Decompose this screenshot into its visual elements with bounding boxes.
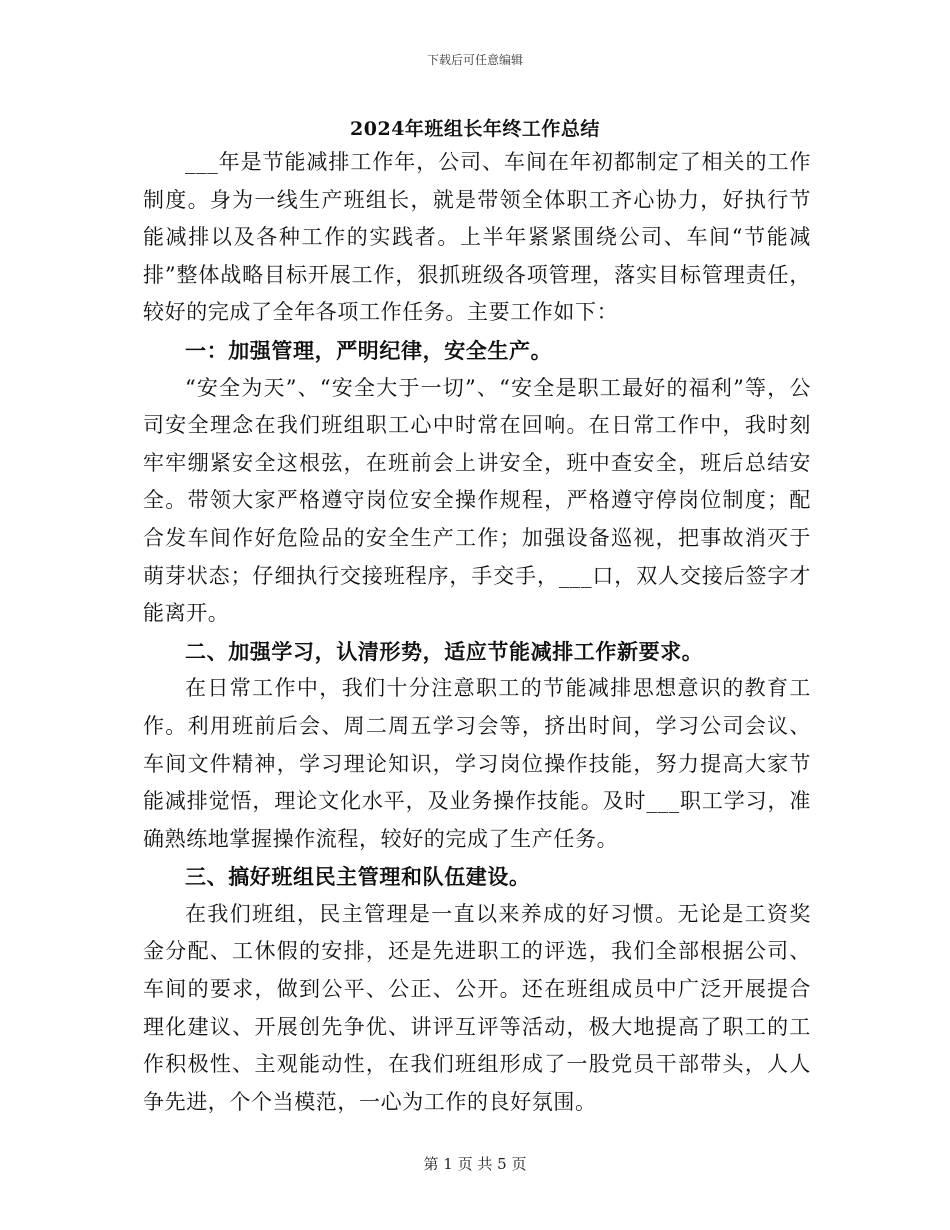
section-3-paragraph: 在我们班组，民主管理是一直以来养成的好习惯。无论是工资奖金分配、工休假的安排，还是先进职工的评选，我们全部根据公司、车间的要求，做到公平、公正、公开。还在班组成员中广泛开展提合理化建议、开展创先争优、讲评互评等活动，极大地提高了职工的工作积极性、主观能动性，在我们班组形成了一股党员干部带头，人人争先进，个个当模范，一心为工作的良好氛围。 bbox=[143, 901, 811, 1114]
page-number: 第 1 页 共 5 页 bbox=[423, 1155, 527, 1173]
intro-paragraph: ___年是节能减排工作年，公司、车间在年初都制定了相关的工作制度。身为一线生产班组长，就是带领全体职工齐心协力，好执行节能减排以及各种工作的实践者。上半年紧紧围绕公司、车间“节能减排”整体战略目标开展工作，狠抓班级各项管理，落实目标管理责任，较好的完成了全年各项工作任务。主要工作如下： bbox=[143, 150, 811, 325]
document-body bbox=[143, 144, 811, 1121]
section-1-paragraph: “安全为天”、“安全大于一切”、“安全是职工最好的福利”等，公司安全理念在我们班组职工心中时常在回响。在日常工作中，我时刻牢牢绷紧安全这根弦，在班前会上讲安全，班中查安全，班后总结安全。带领大家严格遵守岗位安全操作规程，严格遵守停岗位制度；配合发车间作好危险品的安全生产工作；加强设备巡视，把事故消灭于萌芽状态；仔细执行交接班程序，手交手，___口，双人交接后签字才能离开。 bbox=[143, 375, 811, 626]
document-title: 2024年班组长年终工作总结 bbox=[350, 118, 600, 140]
section-heading-3: 三、搞好班组民主管理和队伍建设。 bbox=[185, 864, 531, 890]
section-heading-2: 二、加强学习，认清形势，适应节能减排工作新要求。 bbox=[185, 638, 704, 664]
section-2-paragraph: 在日常工作中，我们十分注意职工的节能减排思想意识的教育工作。利用班前后会、周二周五学习会等，挤出时间，学习公司会议、车间文件精神，学习理论知识，学习岗位操作技能，努力提高大家节能减排觉悟，理论文化水平，及业务操作技能。及时___职工学习，准确熟练地掌握操作流程，较好的完成了生产任务。 bbox=[143, 676, 811, 851]
page-header-note: 下载后可任意编辑 bbox=[426, 53, 523, 67]
section-heading-1: 一：加强管理，严明纪律，安全生产。 bbox=[185, 337, 553, 363]
